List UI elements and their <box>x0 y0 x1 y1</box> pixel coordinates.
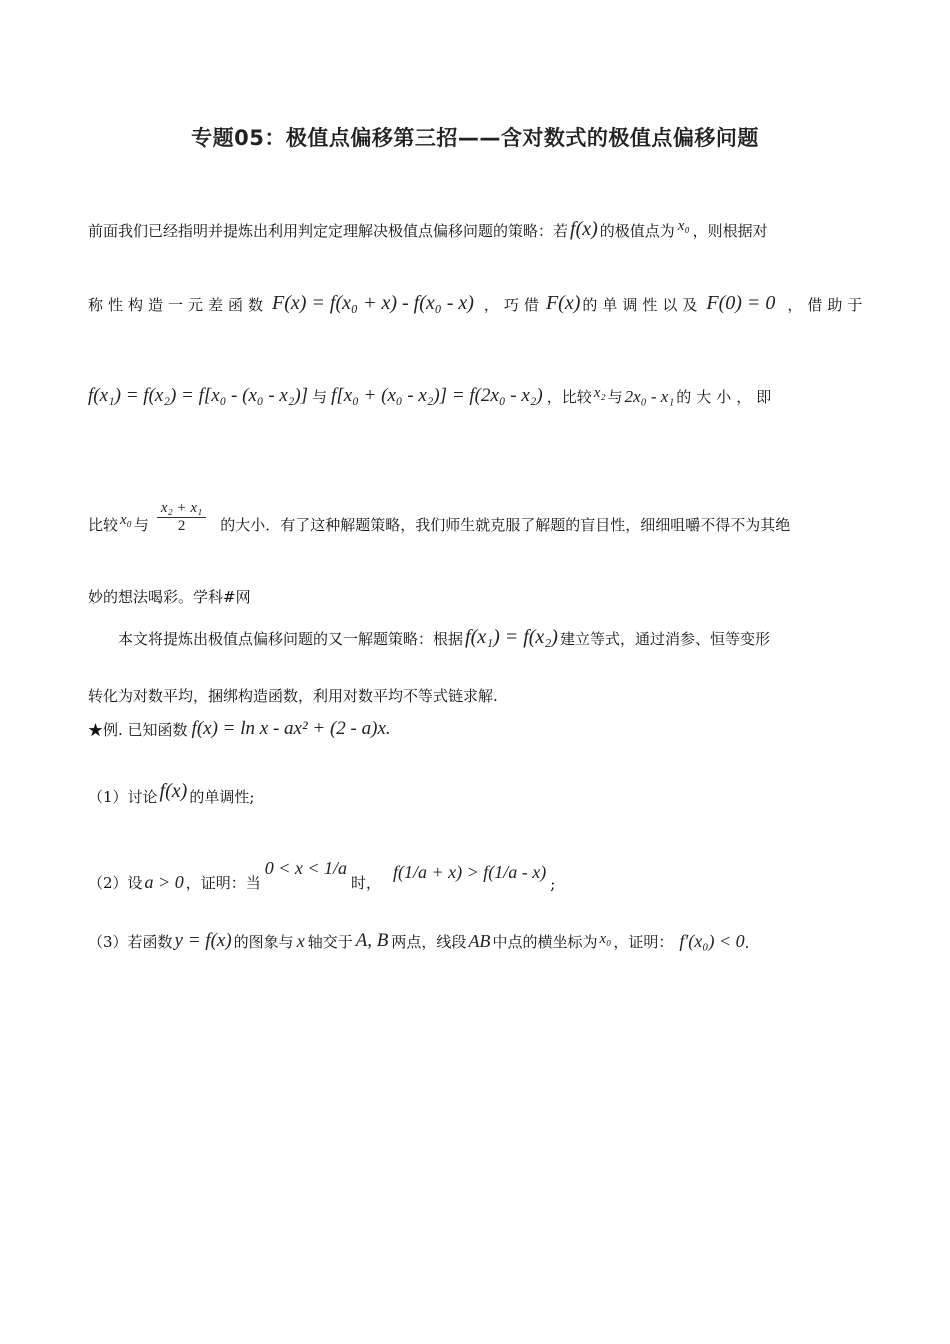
text: 与 <box>133 516 149 534</box>
math-a-positive: a > 0 <box>144 872 184 892</box>
text: ，借助于 <box>787 296 868 314</box>
text: 比较 <box>88 516 119 534</box>
paragraph-1 <box>88 218 864 241</box>
math-x: x <box>296 931 305 951</box>
text: 时， <box>351 874 382 892</box>
text: 转化为对数平均，捆绑构造函数，利用对数平均不等式链求解. <box>88 687 498 705</box>
text: 的图象与 <box>233 933 294 951</box>
math-x0: x₀ <box>599 931 612 947</box>
text: 与 <box>312 388 328 406</box>
text: ，则根据对 <box>692 222 768 240</box>
math-f-sum: f[x₀ + (x₀ - x₂)] = f(2x₀ - x₂) <box>331 385 543 406</box>
math-F0: F(0) = 0 <box>706 292 776 314</box>
text: ★例. 已知函数 <box>88 721 188 739</box>
question-1 <box>88 780 864 807</box>
text: 轴交于 <box>307 933 353 951</box>
text: ，证明： <box>613 933 674 951</box>
example-line <box>88 718 864 740</box>
text: 本文将提炼出极值点偏移问题的又一解题策略：根据 <box>118 630 464 648</box>
math-f-equality: f(x₁) = f(x₂) = f[x₀ - (x₀ - x₂)] <box>88 385 309 406</box>
paragraph-5 <box>88 586 864 607</box>
fraction-numerator: x₂ + x₁ <box>157 500 206 518</box>
text: （2）设 <box>88 874 143 892</box>
text: （1）讨论 <box>88 788 158 806</box>
paragraph-3 <box>88 385 864 407</box>
math-x0: x₀ <box>677 218 690 234</box>
math-Fx-def: F(x) = f(x₀ + x) - f(x₀ - x) <box>272 292 474 314</box>
text: 前面我们已经指明并提炼出利用判定定理解决极值点偏移问题的策略：若 <box>88 222 569 240</box>
text: 建立等式，通过消参、恒等变形 <box>559 630 770 648</box>
text: ; <box>550 875 556 893</box>
page-title: 专题05：极值点偏移第三招——含对数式的极值点偏移问题 <box>191 126 759 150</box>
math-fx: f(x) <box>570 218 598 240</box>
math-f-x1-eq-f-x2: f(x₁) = f(x₂) <box>465 626 558 648</box>
text: ，比较 <box>546 388 592 406</box>
math-2x0-x1: 2x₀ - x₁ <box>624 387 675 406</box>
text: ，巧借 <box>483 296 544 314</box>
text: 的大小，即 <box>676 388 777 406</box>
text: （3）若函数 <box>88 933 173 951</box>
text: 的单调性以及 <box>582 296 703 314</box>
math-inequality: f(1/a + x) > f(1/a - x) <box>393 862 547 882</box>
fraction-denominator: 2 <box>177 518 186 534</box>
math-fraction <box>157 500 206 535</box>
math-range: 0 < x < 1/a <box>264 858 348 878</box>
paragraph-7 <box>88 685 864 706</box>
math-AB-points: A, B <box>355 930 389 951</box>
text: 的极值点为 <box>599 222 675 240</box>
text: ，证明：当 <box>185 874 261 892</box>
math-derivative: f′(x₀) < 0 <box>679 931 745 951</box>
text: 与 <box>607 388 623 406</box>
text: 称性构造一元差函数 <box>88 296 269 314</box>
math-x0: x₀ <box>120 512 132 528</box>
text: 的大小．有了这种解题策略，我们师生就克服了解题的盲目性，细细咀嚼不得不为其绝 <box>220 516 791 534</box>
text: 两点，线段 <box>391 933 467 951</box>
text: 中点的横坐标为 <box>492 933 598 951</box>
paragraph-6 <box>88 626 864 649</box>
math-AB: AB <box>468 931 491 951</box>
paragraph-4 <box>88 500 864 535</box>
math-fx: f(x) <box>159 780 188 802</box>
math-y-eq-fx: y = f(x) <box>174 930 232 951</box>
question-3 <box>88 930 864 952</box>
math-x2: x₂ <box>593 385 606 401</box>
text: 的单调性; <box>189 788 255 806</box>
text: 妙的想法喝彩。学科#网 <box>88 588 251 606</box>
paragraph-2 <box>88 292 868 315</box>
question-2 <box>88 858 864 893</box>
text: . <box>744 934 750 952</box>
math-function-def: f(x) = ln x - ax² + (2 - a)x. <box>191 718 391 739</box>
math-Fx: F(x) <box>545 292 581 314</box>
